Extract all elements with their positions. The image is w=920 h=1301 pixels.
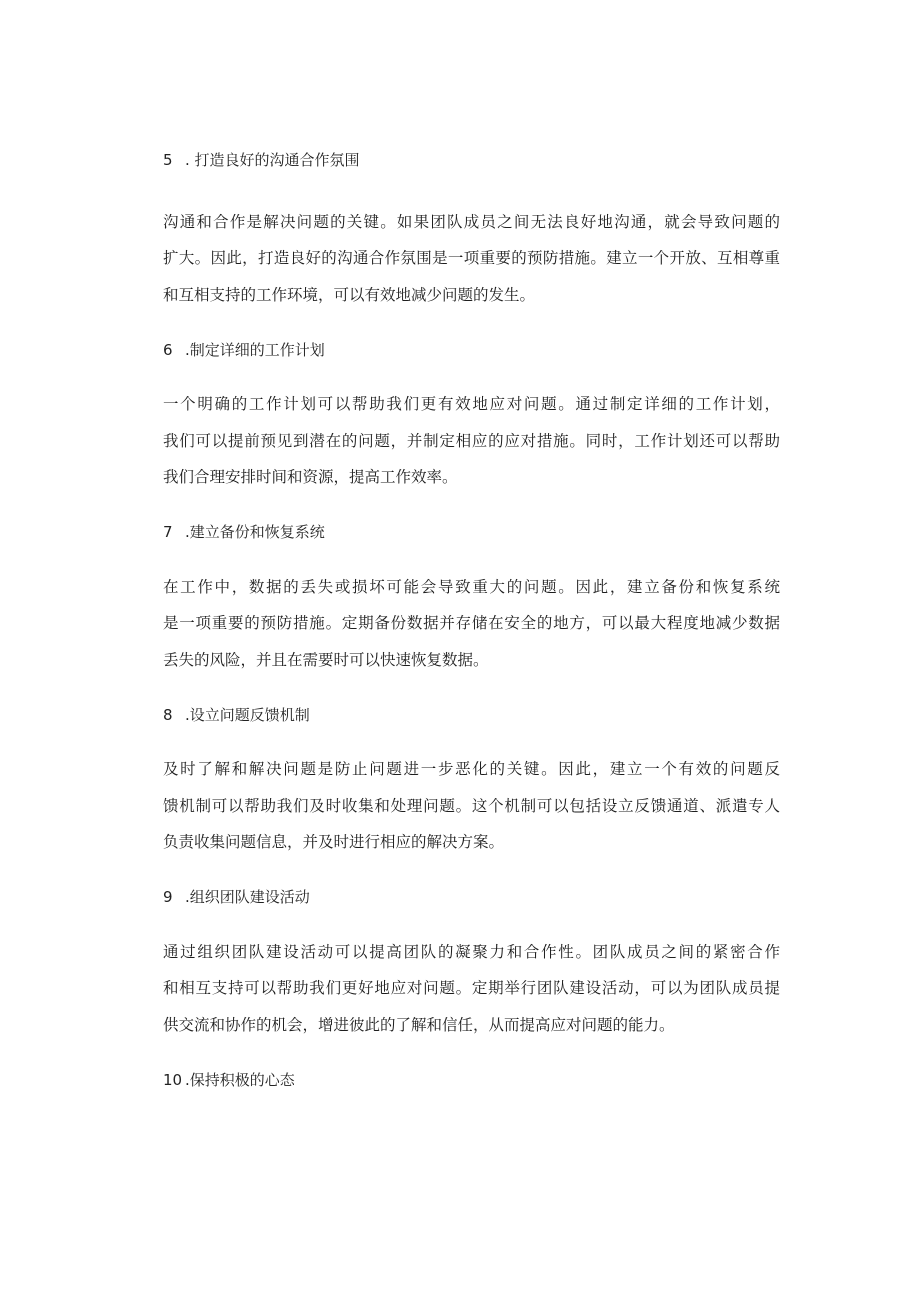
paragraph-line: 馈机制可以帮助我们及时收集和处理问题。这个机制可以包括设立反馈通道、派遣专人 (163, 796, 780, 815)
paragraph-line: 我们可以提前预见到潜在的问题，并制定相应的应对措施。同时，工作计划还可以帮助 (163, 431, 780, 450)
paragraph-line: 在工作中，数据的丢失或损坏可能会导致重大的问题。因此，建立备份和恢复系统 (163, 577, 780, 596)
paragraph-7 (163, 569, 780, 679)
heading-title: .建立备份和恢复系统 (185, 523, 325, 542)
section-heading-5 (163, 142, 780, 178)
heading-number: 10 (163, 1070, 183, 1089)
paragraph-8 (163, 751, 780, 861)
paragraph-line: 通过组织团队建设活动可以提高团队的凝聚力和合作性。团队成员之间的紧密合作 (163, 942, 780, 961)
paragraph-line: 供交流和协作的机会，增进彼此的了解和信任，从而提高应对问题的能力。 (163, 1015, 675, 1034)
heading-title: .保持积极的心态 (185, 1070, 295, 1089)
heading-number: 5 (163, 151, 173, 169)
heading-number: 9 (163, 888, 173, 907)
section-heading-7 (163, 514, 780, 550)
paragraph-line: 我们合理安排时间和资源，提高工作效率。 (163, 468, 458, 487)
paragraph-line: 是一项重要的预防措施。定期备份数据并存储在安全的地方，可以最大程度地减少数据 (163, 614, 780, 633)
heading-title: .设立问题反馈机制 (185, 705, 310, 724)
section-heading-8 (163, 697, 780, 733)
paragraph-line: 丢失的风险，并且在需要时可以快速恢复数据。 (163, 650, 489, 669)
section-heading-6 (163, 332, 780, 368)
section-heading-10 (163, 1062, 780, 1098)
paragraph-line: 扩大。因此，打造良好的沟通合作氛围是一项重要的预防措施。建立一个开放、互相尊重 (163, 249, 780, 268)
paragraph-line: 及时了解和解决问题是防止问题进一步恶化的关键。因此，建立一个有效的问题反 (163, 760, 780, 779)
heading-number: 8 (163, 705, 173, 724)
paragraph-5 (163, 204, 780, 314)
section-heading-9 (163, 879, 780, 915)
heading-number: 6 (163, 340, 173, 359)
heading-title: . 打造良好的沟通合作氛围 (185, 151, 360, 169)
document-body (163, 142, 780, 1116)
paragraph-line: 负责收集问题信息，并及时进行相应的解决方案。 (163, 833, 505, 852)
paragraph-line: 和互相支持的工作环境，可以有效地减少问题的发生。 (163, 285, 536, 304)
heading-title: .组织团队建设活动 (185, 888, 310, 907)
paragraph-9 (163, 934, 780, 1044)
heading-title: .制定详细的工作计划 (185, 340, 325, 359)
paragraph-line: 一个明确的工作计划可以帮助我们更有效地应对问题。通过制定详细的工作计划， (163, 395, 780, 414)
heading-number: 7 (163, 523, 173, 542)
paragraph-6 (163, 386, 780, 496)
paragraph-line: 沟通和合作是解决问题的关键。如果团队成员之间无法良好地沟通，就会导致问题的 (163, 212, 780, 231)
paragraph-line: 和相互支持可以帮助我们更好地应对问题。定期举行团队建设活动，可以为团队成员提 (163, 979, 780, 998)
